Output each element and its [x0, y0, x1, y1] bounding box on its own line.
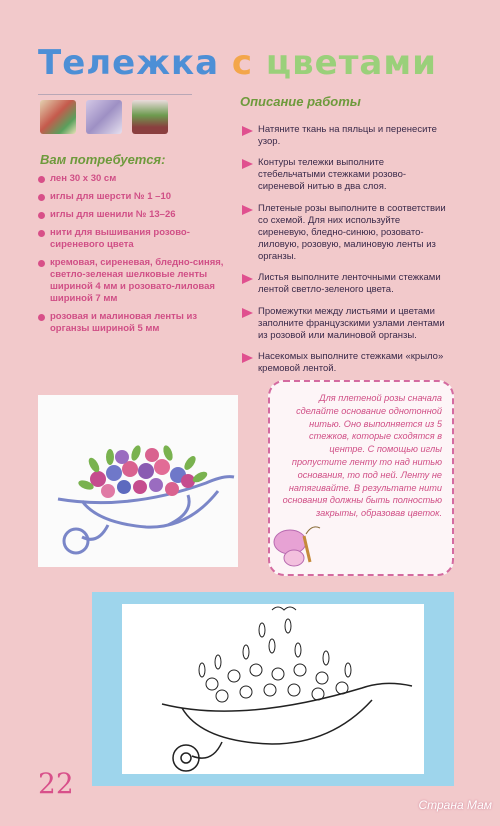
step-item: Листья выполните ленточными стежками лентой светло-зеленого цвета.: [240, 272, 452, 296]
list-item: розовая и малиновая ленты из органзы шириной 5 мм: [38, 311, 230, 335]
materials-list: [38, 173, 230, 341]
tip-note-text: Для плетеной розы сначала сделайте основание однотонной нитью. Оно выполняется из 5 стежков, которые сходятся в центре. С помощью иглы пропустите ленту то над нитью основания, то под ней. Ленту не натягивайте. В результате нити основания должны быть полностью закрыты, образовав цветок.: [282, 393, 442, 519]
embroidery-photo: [38, 395, 238, 567]
list-item: кремовая, сиреневая, бледно-синяя, светло-зеленая шелковые ленты шириной 4 мм и розовато-лиловая шириной 7 мм: [38, 257, 230, 305]
cart-outline-diagram: [122, 604, 424, 774]
flower-cart-illustration: [38, 395, 238, 567]
title-word-2: с: [231, 43, 254, 83]
embroidery-scheme: [92, 592, 454, 786]
list-item: лен 30 х 30 см: [38, 173, 230, 185]
step-item: Насекомых выполните стежками «крыло» кремовой лентой.: [240, 351, 452, 375]
needles-thumbnail: [86, 100, 122, 134]
step-item: Промежутки между листьями и цветами заполните французскими узлами лентами из розовой или малиновой органзы.: [240, 306, 452, 342]
page-title: [38, 43, 437, 83]
material-thumbnails: [40, 100, 168, 134]
step-item: Натяните ткань на пяльцы и перенесите узор.: [240, 124, 452, 148]
pincushion-thumbnail: [132, 100, 168, 134]
butterfly-icon: [270, 522, 330, 574]
list-item: нити для вышивания розово-сиреневого цвета: [38, 227, 230, 251]
step-item: Плетеные розы выполните в соответствии со схемой. Для них используйте сиреневую, бледно-синюю, розовато-лиловую, розовую, малиновую ленты из органзы.: [240, 203, 452, 263]
scheme-canvas: [122, 604, 424, 774]
description-heading: Описание работы: [240, 94, 361, 109]
thread-spools-thumbnail: [40, 100, 76, 134]
materials-heading: Вам потребуется:: [40, 152, 166, 167]
title-rule: [38, 94, 192, 95]
page-number: 22: [38, 767, 74, 800]
title-word-1: Тележка: [38, 43, 220, 83]
watermark: Страна Мам: [418, 798, 492, 812]
step-item: Контуры тележки выполните стебельчатыми стежками розово-сиреневой нитью в два слоя.: [240, 157, 452, 193]
description-steps: [240, 114, 452, 383]
list-item: иглы для шенили № 13–26: [38, 209, 230, 221]
title-word-3: цветами: [265, 43, 437, 83]
list-item: иглы для шерсти № 1 –10: [38, 191, 230, 203]
